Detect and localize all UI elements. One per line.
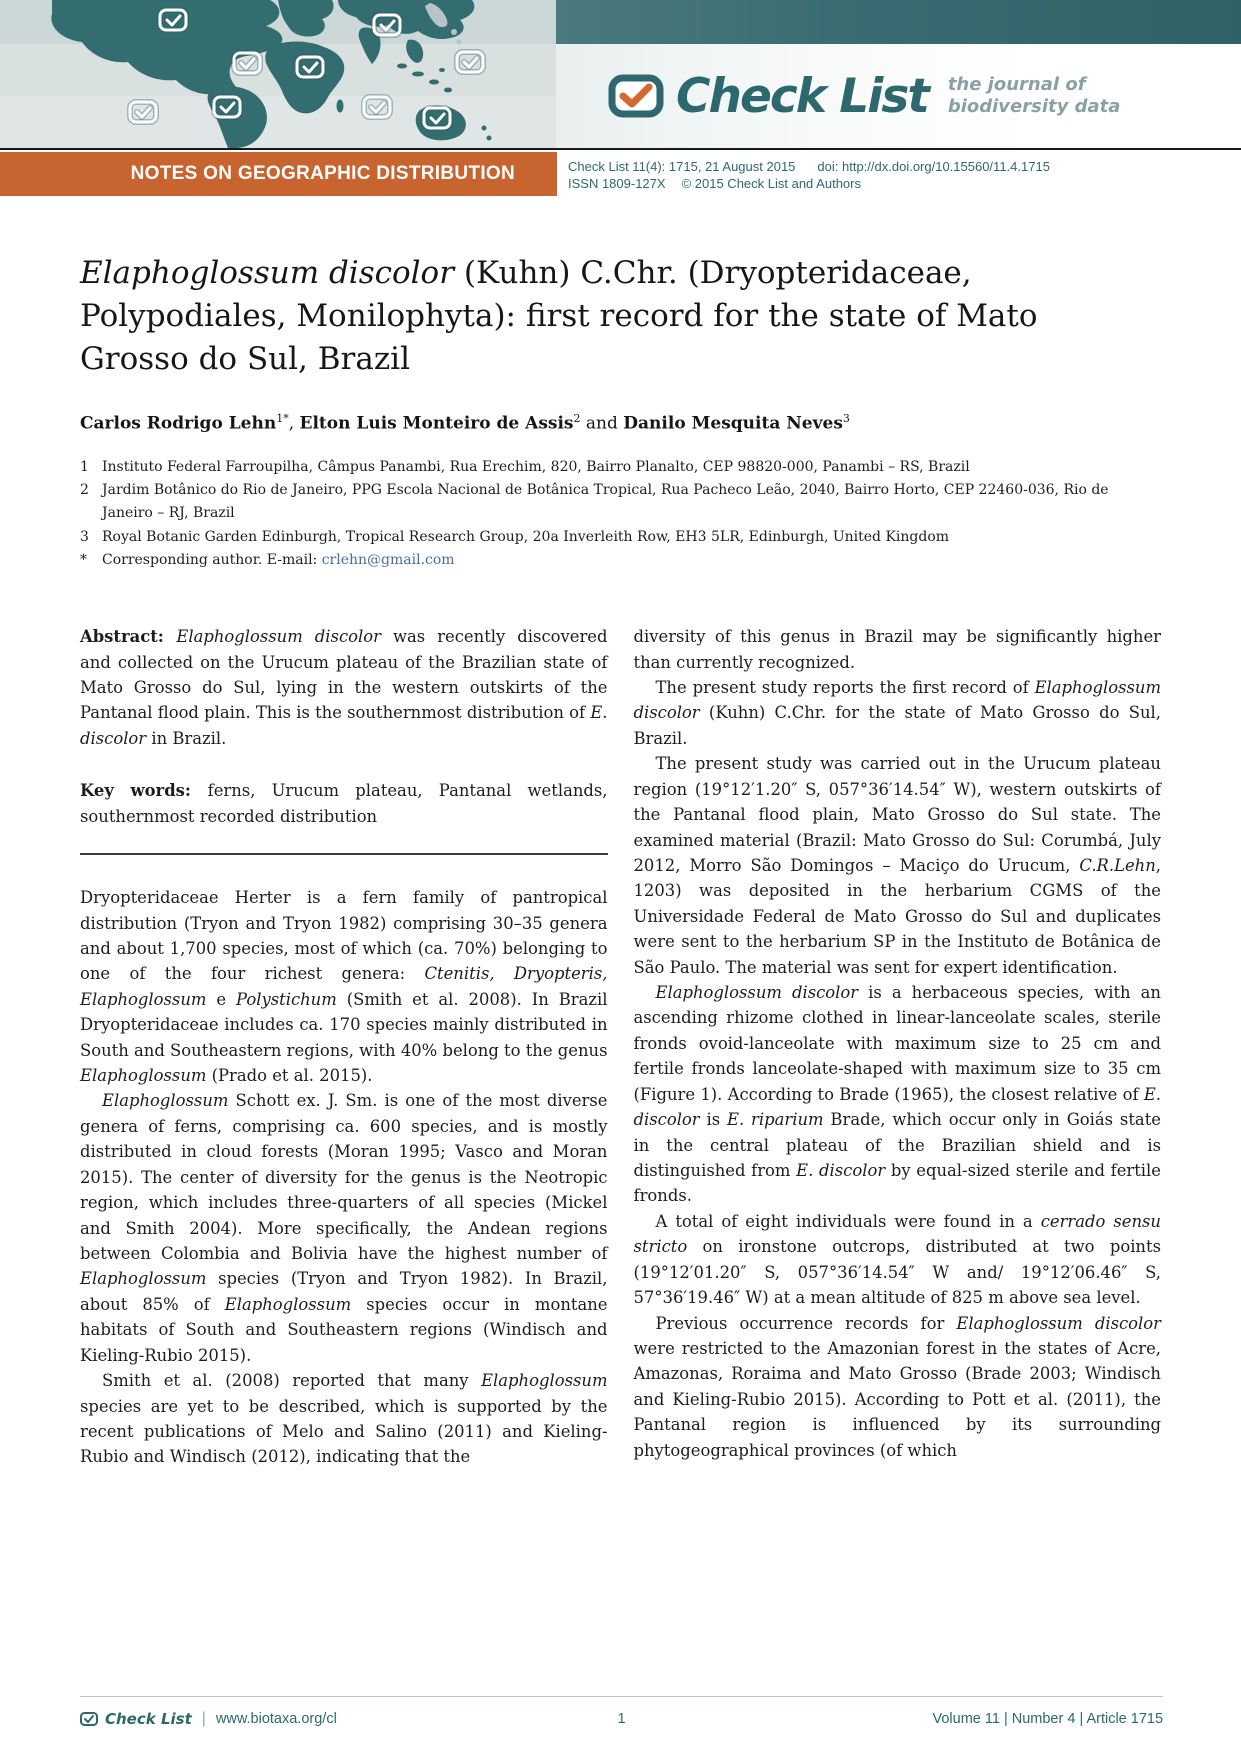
journal-logo <box>556 44 1241 148</box>
checklist-logo-icon <box>608 74 664 118</box>
section-banner: NOTES ON GEOGRAPHIC DISTRIBUTION <box>0 152 557 196</box>
body-paragraph: Elaphoglossum Schott ex. J. Sm. is one of the most diverse genera of ferns, comprising ca. 600 species, and is mostly distributed in cloud forests (Moran 1995; Vasco and Moran 2015). The center of diversity for the genus is the Neotropic region, which includes three-quarters of all species (Mickel and Smith 2004). More specifically, the Andean regions between Colombia and Bolivia have the highest number of Elaphoglossum species (Tryon and Tryon 1982). In Brazil, about 85% of Elaphoglossum species occur in montane habitats of South and Southeastern regions (Windisch and Kieling-Rubio 2015). <box>80 1091 608 1365</box>
author-line: Carlos Rodrigo Lehn$^{1*}$, Elton Luis Monteiro de Assis$^2$ and Danilo Mesquita Neves$^3$ <box>80 412 850 434</box>
footer-site-link[interactable]: www.biotaxa.org/cl <box>215 1711 337 1727</box>
citation-issue: Check List 11(4): 1715, 21 August 2015 <box>568 159 796 174</box>
article-title: Elaphoglossum discolor (Kuhn) C.Chr. (Dryopteridaceae, Polypodiales, Monilophyta): first record for the state of Mato Grosso do Sul, Brazil <box>80 255 1038 377</box>
footer-issue-info: Volume 11 | Number 4 | Article 1715 <box>932 1711 1164 1727</box>
affiliation-row: 1 Instituto Federal Farroupilha, Câmpus Panambi, Rua Erechim, 820, Bairro Planalto, CEP 98820-000, Panambi – RS, Brazil <box>80 458 970 475</box>
footer-separator: | <box>201 1710 206 1727</box>
body-paragraph: diversity of this genus in Brazil may be significantly higher than currently recognized. <box>633 627 1161 672</box>
left-column <box>80 624 608 1470</box>
right-column <box>634 624 1162 1470</box>
body-columns <box>0 624 1241 1470</box>
page-footer <box>80 1696 1163 1728</box>
keywords: Key words: ferns, Urucum plateau, Pantanal wetlands, southernmost recorded distribution <box>80 781 608 826</box>
affiliation-row: 2 Jardim Botânico do Rio de Janeiro, PPG Escola Nacional de Botânica Tropical, Rua Pacheco Leão, 2040, Bairro Horto, CEP 22460-036, Rio de Janeiro – RJ, Brazil <box>80 482 1109 522</box>
journal-tagline: the journal of biodiversity data <box>947 74 1121 117</box>
body-paragraph: Dryopteridaceae Herter is a fern family of pantropical distribution (Tryon and Tryon 1982) comprising 30–35 genera and about 1,700 species, most of which (ca. 70%) belonging to one of the four richest genera: Ctenitis, Dryopteris, Elaphoglossum e Polystichum (Smith et al. 2008). In Brazil Dryopteridaceae includes ca. 170 species mainly distributed in South and Southeastern regions, with 40% belong to the genus Elaphoglossum (Prado et al. 2015). <box>80 888 608 1086</box>
checklist-logo-icon-small <box>80 1712 98 1726</box>
footer-brand-group <box>80 1710 617 1728</box>
affiliations <box>80 456 1161 572</box>
citation-block <box>568 158 1050 192</box>
body-paragraph: The present study was carried out in the Urucum plateau region (19°12′1.20″ S, 057°36′14.54″ W), western outskirts of the Pantanal flood plain, Mato Grosso do Sul state. The examined material (Brazil: Mato Grosso do Sul: Corumbá, July 2012, Morro São Domingos – Maciço do Urucum, C.R.Lehn, 1203) was deposited in the herbarium CGMS of the Universidade Federal de Mato Grosso do Sul and duplicates were sent to the herbarium SP in the Instituto de Botânica de São Paulo. The material was sent for expert identification. <box>633 754 1161 977</box>
body-paragraph: Elaphoglossum discolor is a herbaceous species, with an ascending rhizome clothed in linear-lanceolate scales, sterile fronds ovoid-lanceolate with maximum size to 25 cm and fertile fronds lanceolate-shaped with maximum size to 35 cm (Figure 1). According to Brade (1965), the closest relative of E. discolor is E. riparium Brade, which occur only in Goiás state in the central plateau of the Brazilian shield and is distinguished from E. discolor by equal-sized sterile and fertile fronds. <box>633 983 1161 1206</box>
citation-copyright: © 2015 Check List and Authors <box>681 176 861 191</box>
citation-issn: ISSN 1809-127X <box>568 176 666 191</box>
body-paragraph: The present study reports the first record of Elaphoglossum discolor (Kuhn) C.Chr. for the state of Mato Grosso do Sul, Brazil. <box>633 677 1161 748</box>
body-paragraph: Smith et al. (2008) reported that many Elaphoglossum species are yet to be described, which is supported by the recent publications of Melo and Salino (2011) and Kieling-Rubio and Windisch (2012), indicating that the <box>80 1371 608 1467</box>
footer-brand: Check List <box>105 1710 192 1728</box>
header-teal-band <box>556 0 1241 44</box>
page-number: 1 <box>617 1711 626 1727</box>
affiliation-row-corresponding: * Corresponding author. E-mail: crlehn@gmail.com <box>80 551 455 568</box>
abstract: Abstract: Elaphoglossum discolor was recently discovered and collected on the Urucum plateau of the Brazilian state of Mato Grosso do Sul, lying in the western outskirts of the Pantanal flood plain. This is the southernmost distribution of E. discolor in Brazil. <box>80 627 608 748</box>
email-link[interactable]: crlehn@gmail.com <box>321 551 455 568</box>
article-head <box>0 252 1241 572</box>
affiliation-row: 3 Royal Botanic Garden Edinburgh, Tropical Research Group, 20a Inverleith Row, EH3 5LR, Edinburgh, United Kingdom <box>80 528 950 545</box>
citation-doi[interactable]: doi: http://dx.doi.org/10.15560/11.4.1715 <box>817 159 1050 174</box>
masthead <box>0 0 1241 150</box>
body-paragraph: Previous occurrence records for Elaphoglossum discolor were restricted to the Amazonian forest in the states of Acre, Amazonas, Roraima and Mato Grosso (Brade 2003; Windisch and Kieling-Rubio 2015). According to Pott et al. (2011), the Pantanal region is influenced by its surrounding phytogeographical provinces (of which <box>633 1313 1161 1460</box>
journal-name: Check List <box>676 68 928 124</box>
section-divider <box>80 853 608 855</box>
body-paragraph: A total of eight individuals were found in a cerrado sensu stricto on ironstone outcrops, distributed at two points (19°12′01.20″ S, 057°36′14.54″ W and/ 19°12′06.46″ S, 57°36′19.46″ W) at a mean altitude of 825 m above sea level. <box>633 1211 1161 1308</box>
banner-row <box>0 150 1241 196</box>
